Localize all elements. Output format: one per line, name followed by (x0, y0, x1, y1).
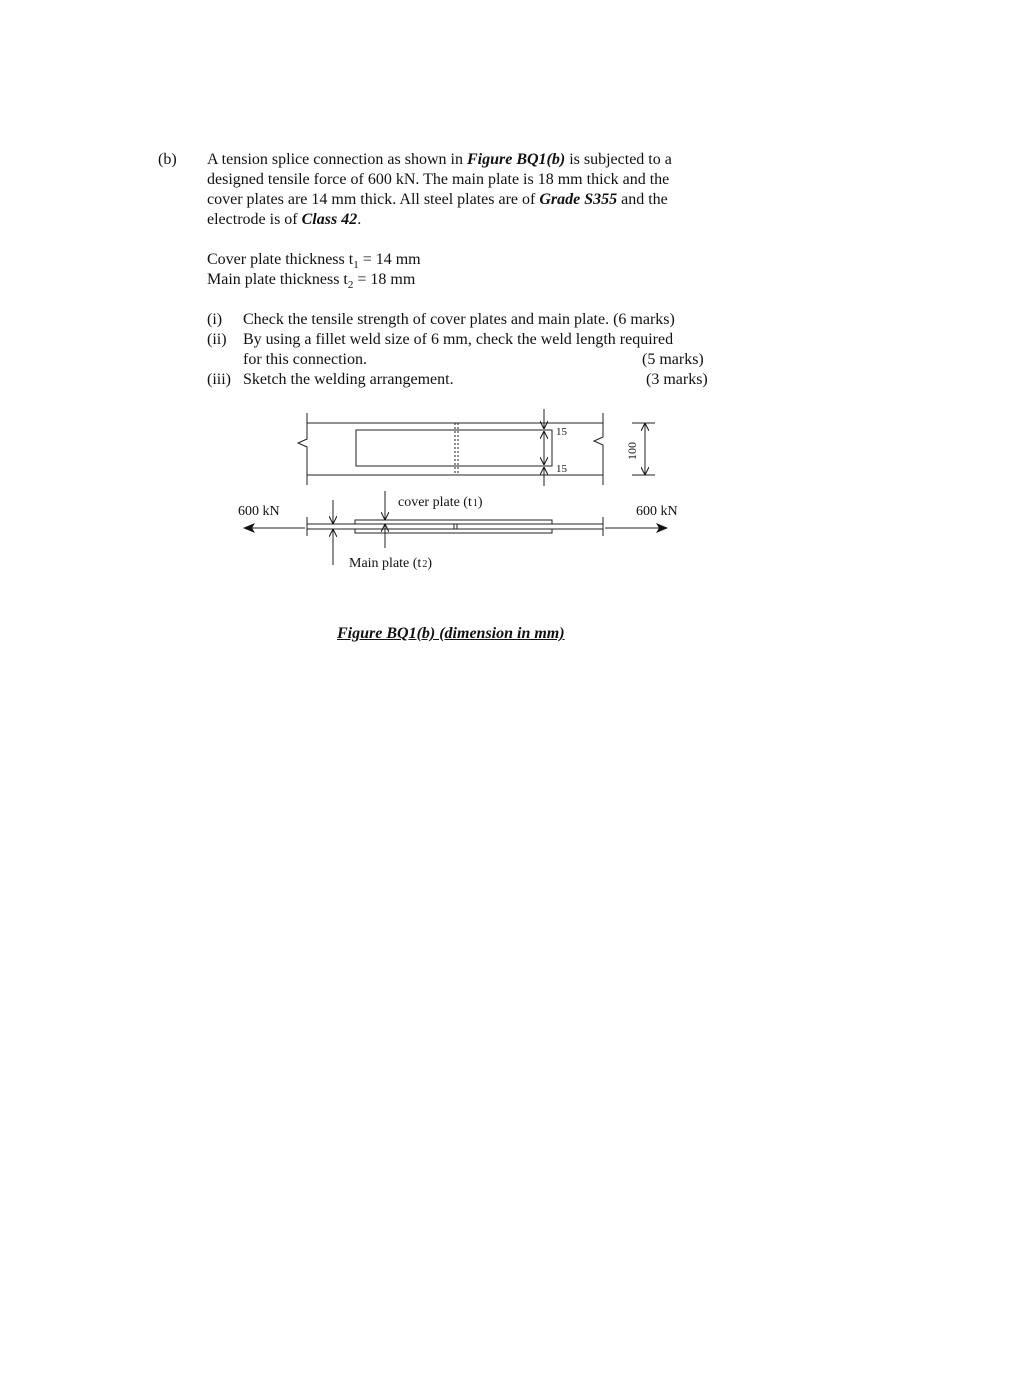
part-iii-marks: (3 marks) (646, 371, 708, 388)
plan-view (298, 409, 655, 486)
electrode-class: Class 42 (301, 211, 358, 228)
question-label: (b) (158, 151, 177, 168)
intro-text: A tension splice connection as shown in (207, 151, 467, 168)
part-ii-num: (ii) (207, 331, 227, 348)
givens-text: Cover plate thickness t (207, 251, 354, 268)
givens-text: = 14 mm (358, 251, 421, 268)
left-break-line (298, 413, 307, 485)
cover-plate-top (355, 520, 552, 524)
part-iii-num: (iii) (207, 371, 231, 388)
intro-text: electrode is of (207, 211, 302, 228)
dim-15-top: 15 (556, 426, 567, 438)
givens-text: = 18 mm (353, 271, 416, 288)
dim-100: 100 (625, 442, 639, 460)
cover-plate-outline (356, 430, 552, 466)
label-text: Main plate (t (349, 556, 422, 571)
part-i-num: (i) (207, 311, 223, 328)
label-subscript: 1 (472, 498, 478, 509)
right-break-line (594, 413, 603, 485)
part-ii-text-2: for this connection. (243, 351, 367, 368)
force-left-label: 600 kN (238, 504, 280, 519)
dim-15-bottom: 15 (556, 463, 567, 475)
label-text: ) (477, 495, 483, 510)
label-text: cover plate (t (398, 495, 472, 510)
intro-text: and the (617, 191, 668, 208)
figure-reference: Figure BQ1(b) (466, 151, 566, 168)
part-ii-text: By using a fillet weld size of 6 mm, check the weld length required (243, 331, 674, 348)
intro-text: . (357, 211, 362, 228)
intro-text: is subjected to a (565, 151, 672, 168)
part-iii-text: Sketch the welding arrangement. (243, 371, 454, 388)
figure-caption: Figure BQ1(b) (dimension in mm) (337, 625, 565, 642)
part-i-text: Check the tensile strength of cover plates and main plate. (6 marks) (243, 311, 675, 328)
givens-text: Main plate thickness t (207, 271, 348, 288)
force-right-label: 600 kN (636, 504, 678, 519)
part-ii-marks: (5 marks) (642, 351, 704, 368)
intro-text: cover plates are 14 mm thick. All steel plates are of (207, 191, 540, 208)
steel-grade: Grade S355 (539, 191, 618, 208)
label-subscript: 2 (422, 559, 428, 570)
main-plate-label (349, 556, 432, 571)
cover-plate-label (398, 495, 483, 510)
label-text: ) (427, 556, 432, 571)
intro-line-2: designed tensile force of 600 kN. The main plate is 18 mm thick and the (207, 171, 670, 188)
subscript: 2 (347, 279, 354, 292)
subscript: 1 (353, 259, 359, 272)
